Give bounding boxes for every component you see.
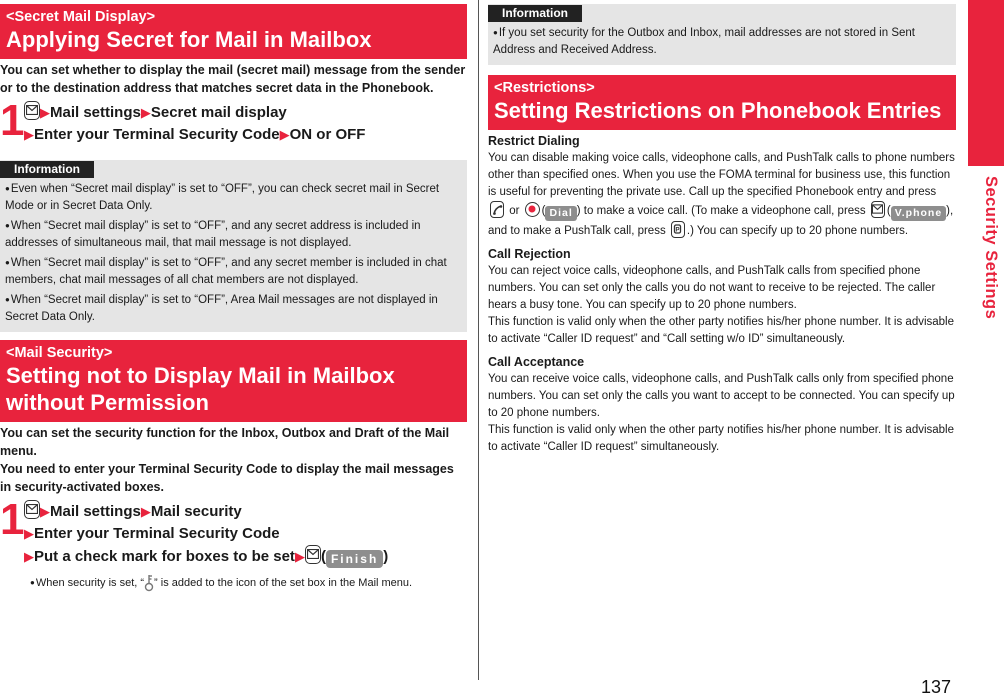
bullet-icon: ● <box>30 578 35 587</box>
step-line <box>24 500 467 523</box>
information-box <box>0 160 467 332</box>
info-item <box>0 217 467 252</box>
bullet-icon: ● <box>5 221 10 230</box>
info-item <box>488 24 956 59</box>
text-run: , and to make a PushTalk call, press <box>488 205 954 237</box>
step-line <box>24 101 467 124</box>
svg-text:P: P <box>675 227 680 234</box>
column-divider <box>478 0 479 680</box>
page-number: 137 <box>921 677 952 697</box>
step-line <box>24 523 467 545</box>
arrow-icon: ▶ <box>24 526 34 541</box>
chapter-title: Security Settings <box>982 176 1000 320</box>
left-column <box>0 4 467 592</box>
section-title: Applying Secret for Mail in Mailbox <box>6 27 372 52</box>
bullet-icon: ● <box>5 184 10 193</box>
text-run: to make a voice call. (To make a videophone call, press <box>583 205 866 217</box>
step-enter-code: Enter your Terminal Security Code <box>34 525 280 542</box>
call-rejection <box>488 246 956 348</box>
menu-mail-settings: Mail settings <box>50 503 141 520</box>
text-run: or <box>509 205 520 217</box>
arrow-icon: ▶ <box>40 504 50 519</box>
step-number: 1 <box>0 495 25 544</box>
mail-key-icon <box>871 201 885 218</box>
section-title-restrictions <box>488 75 956 130</box>
info-item <box>0 180 467 215</box>
vphone-softkey: V.phone <box>891 206 946 221</box>
section-title-line: Setting not to Display Mail in Mailbox <box>6 363 395 388</box>
arrow-icon: ▶ <box>140 504 151 519</box>
step-note <box>24 574 467 592</box>
key-icon <box>144 574 154 592</box>
info-item-text: If you set security for the Outbox and Inbox, mail addresses are not stored in Sent Address and Received Address. <box>493 27 915 56</box>
arrow-icon: ▶ <box>279 127 290 142</box>
section-subtitle: <Restrictions> <box>494 80 595 96</box>
pushtalk-key-icon <box>671 221 685 238</box>
subsection-heading: Restrict Dialing <box>488 134 580 148</box>
menu-secret-mail-display: Secret mail display <box>150 104 287 121</box>
chapter-side-tab <box>968 0 1004 697</box>
subsection-text: You can reject voice calls, videophone calls, and PushTalk calls from specified phone numbers. You can set only the calls you do not want to receive to be rejected. The caller hears a busy tone. You can specify up to 20 phone numbers. <box>488 265 936 311</box>
subsection-text: You can disable making voice calls, videophone calls, and PushTalk calls to phone numbers other than specified ones. When you use the FOMA terminal for business use, this function is useful for preventing the private use. Call up the specified Phonebook entry and press or ( Dial ) to make a voice call. (To make a videophone call, press ( V.phone ), and to make a PushTalk call, press P .) You can specify up to 20 phone numbers. <box>488 152 955 237</box>
section-intro: You need to enter your Terminal Security Code to display the mail messages in security-activated boxes. <box>0 462 454 494</box>
bullet-icon: ● <box>5 295 10 304</box>
note-text: When security is set, “ <box>35 577 145 589</box>
note-text: ” is added to the icon of the set box in the Mail menu. <box>154 577 413 589</box>
bullet-icon: ● <box>5 258 10 267</box>
section-title-line: without Permission <box>6 390 209 415</box>
info-item-text: Even when “Secret mail display” is set to “OFF”, you can check secret mail in Secret Mode or in Secret Data Only. <box>5 183 440 212</box>
section-intro: You can set whether to display the mail (secret mail) message from the sender or to the destination address that matches secret data in the Phonebook. <box>0 63 466 95</box>
info-item <box>0 291 467 326</box>
right-column <box>488 4 956 456</box>
subsection-text: This function is valid only when the other party notifies his/her phone number. It is advisable to activate “Caller ID request” and “Call setting w/o ID” simultaneously. <box>488 316 955 345</box>
call-key-icon <box>490 201 504 218</box>
step-number: 1 <box>0 96 25 145</box>
information-label: Information <box>0 161 94 178</box>
chapter-color-block <box>968 0 1004 166</box>
arrow-icon: ▶ <box>24 127 34 142</box>
call-acceptance <box>488 354 956 456</box>
subsection-text: You can receive voice calls, videophone calls, and PushTalk calls only from specified phone numbers. You can set only the calls you want to accept to be connected. You can specify up to 20 phone numbers. <box>488 373 955 419</box>
section-title: Setting Restrictions on Phonebook Entries <box>494 98 942 123</box>
information-label: Information <box>488 5 582 22</box>
mail-key-icon <box>24 500 40 519</box>
mail-key-icon <box>305 545 321 564</box>
text-run: You can disable making voice calls, videophone calls, and PushTalk calls to phone numbers other than specified ones. When you use the FOMA terminal for business use, this function is useful for preventing the private use. Call up the specified Phonebook entry and press <box>488 152 955 198</box>
info-item <box>0 254 467 289</box>
section-title-secret-mail-display <box>0 4 467 59</box>
subsection-heading: Call Rejection <box>488 247 571 261</box>
step-1-secret-mail <box>0 96 467 146</box>
section-title-mail-security <box>0 340 467 422</box>
subsection-text: This function is valid only when the other party notifies his/her phone number. It is advisable to activate “Caller ID request” simultaneously. <box>488 424 955 453</box>
arrow-icon: ▶ <box>140 105 151 120</box>
step-check-boxes: Put a check mark for boxes to be set <box>34 548 295 565</box>
step-1-mail-security <box>0 495 467 592</box>
center-key-icon <box>525 202 540 217</box>
arrow-icon: ▶ <box>24 549 34 564</box>
subsection-heading: Call Acceptance <box>488 355 585 369</box>
step-line <box>24 124 467 146</box>
restrict-dialing <box>488 133 956 240</box>
menu-mail-security: Mail security <box>150 503 242 520</box>
step-on-or-off: ON or OFF <box>289 126 366 143</box>
arrow-icon: ▶ <box>40 105 50 120</box>
mail-key-icon <box>24 101 40 120</box>
information-box <box>488 4 956 65</box>
dial-softkey: Dial <box>545 206 576 221</box>
finish-softkey: Finish <box>326 550 383 568</box>
step-line: ▶Put a check mark for boxes to be set▶ ( Finish ) <box>24 545 467 568</box>
bullet-icon: ● <box>493 28 498 37</box>
text-run: .) You can specify up to 20 phone numbers. <box>686 225 909 237</box>
info-item-text: When “Secret mail display” is set to “OFF”, and any secret address is included in addresses of simultaneous mail, that mail message is not displayed. <box>5 220 421 249</box>
step-enter-code: Enter your Terminal Security Code <box>34 126 280 143</box>
arrow-icon: ▶ <box>294 549 305 564</box>
menu-mail-settings: Mail settings <box>50 104 141 121</box>
section-subtitle: <Secret Mail Display> <box>6 9 156 25</box>
info-item-text: When “Secret mail display” is set to “OFF”, Area Mail messages are not displayed in Secret Data Only. <box>5 294 438 323</box>
section-subtitle: <Mail Security> <box>6 345 113 361</box>
info-item-text: When “Secret mail display” is set to “OFF”, and any secret member is included in chat members, chat mail messages of all chat members are not displayed. <box>5 257 447 286</box>
section-intro: You can set the security function for the Inbox, Outbox and Draft of the Mail menu. <box>0 426 450 458</box>
